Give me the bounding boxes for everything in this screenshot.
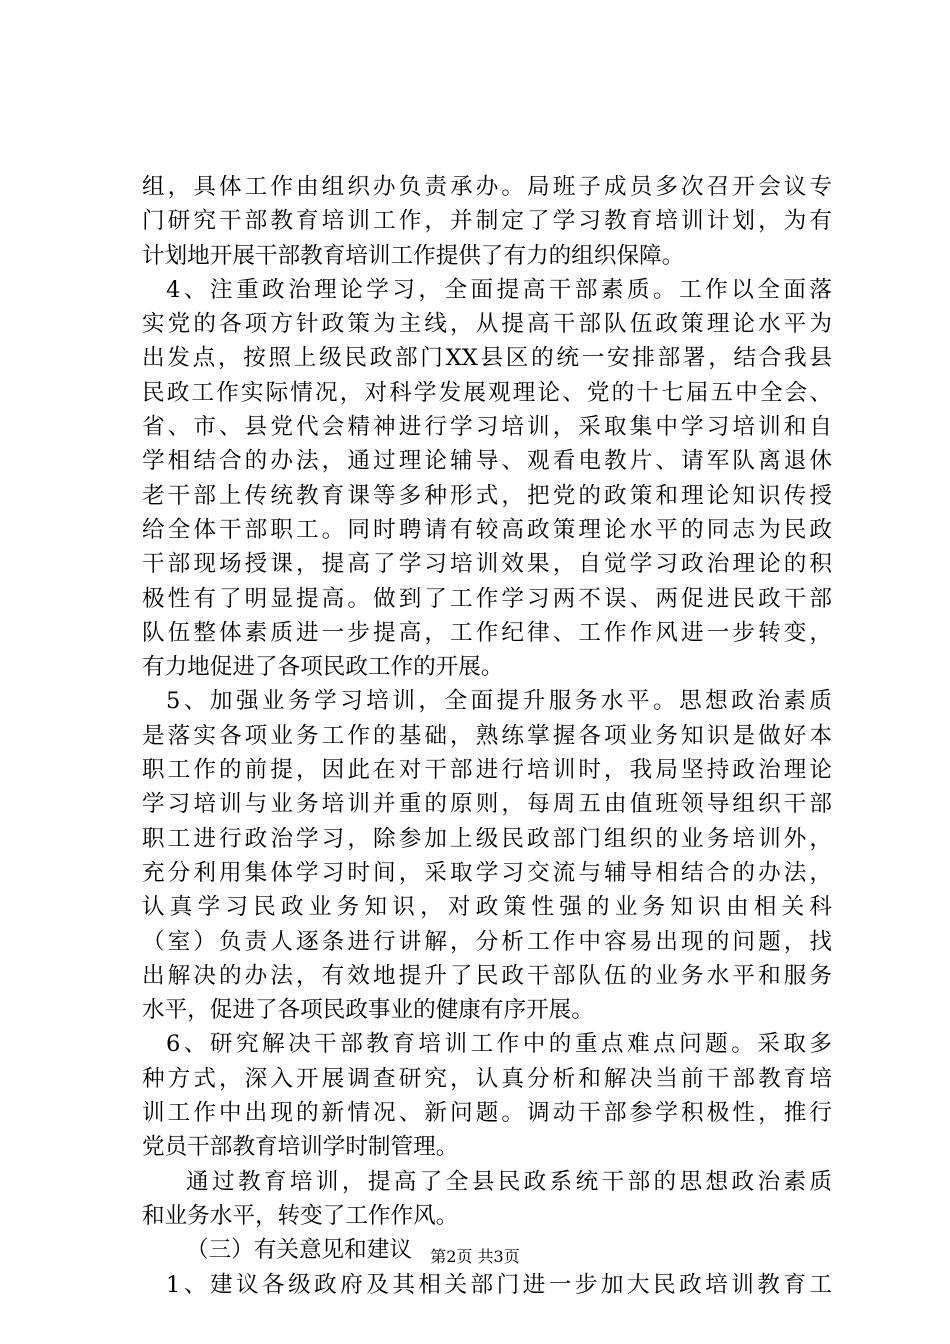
text-line: 学习培训与业务培训并重的原则，每周五由值班领导组织干部: [142, 791, 832, 818]
text-line: 种方式，深入开展调查研究，认真分析和解决当前干部教育培: [142, 1065, 832, 1092]
text-line: 极性有了明显提高。做到了工作学习两不误、两促进民政干部: [142, 585, 832, 612]
text-line: 民政工作实际情况，对科学发展观理论、党的十七届五中全会、: [142, 379, 832, 406]
text-line: 出发点，按照上级民政部门XX县区的统一安排部署，结合我县: [142, 345, 832, 372]
text-line: 充分利用集体学习时间，采取学习交流与辅导相结合的办法，: [142, 859, 832, 886]
text-line: 6、研究解决干部教育培训工作中的重点难点问题。采取多: [166, 1031, 832, 1058]
text-line: 计划地开展干部教育培训工作提供了有力的组织保障。: [142, 242, 685, 269]
text-line: 职工进行政治学习，除参加上级民政部门组织的业务培训外，: [142, 825, 832, 852]
text-line: 5、加强业务学习培训，全面提升服务水平。思想政治素质: [166, 688, 832, 715]
text-line: 门研究干部教育培训工作，并制定了学习教育培训计划，为有: [142, 208, 832, 235]
text-line: 老干部上传统教育课等多种形式，把党的政策和理论知识传授: [142, 482, 832, 509]
text-line: 党员干部教育培训学时制管理。: [142, 1134, 459, 1161]
text-line: 出解决的办法，有效地提升了民政干部队伍的业务水平和服务: [142, 962, 832, 989]
text-line: 和业务水平，转变了工作作风。: [142, 1202, 459, 1229]
text-line: 组，具体工作由组织办负责承办。局班子成员多次召开会议专: [142, 174, 832, 200]
text-line: 1、建议各级政府及其相关部门进一步加大民政培训教育工: [166, 1271, 832, 1298]
text-line: （三）有关意见和建议: [186, 1237, 412, 1264]
text-line: （室）负责人逐条进行讲解，分析工作中容易出现的问题，找: [142, 928, 832, 955]
text-line: 队伍整体素质进一步提高，工作纪律、工作作风进一步转变，: [142, 619, 832, 646]
text-line: 4、注重政治理论学习，全面提高干部素质。工作以全面落: [166, 276, 832, 303]
text-line: 有力地促进了各项民政工作的开展。: [142, 654, 504, 681]
text-line: 学相结合的办法，通过理论辅导、观看电教片、请军队离退休: [142, 448, 832, 475]
document-body: [142, 170, 832, 1302]
text-line: 职工作的前提，因此在对干部进行培训时，我局坚持政治理论: [142, 757, 832, 784]
text-line: 水平，促进了各项民政事业的健康有序开展。: [142, 997, 594, 1024]
text-line: 通过教育培训，提高了全县民政系统干部的思想政治素质: [186, 1168, 832, 1195]
page-footer: 第2页 共3页: [430, 1247, 520, 1266]
text-line: 干部现场授课，提高了学习培训效果，自觉学习政治理论的积: [142, 551, 832, 578]
text-line: 是落实各项业务工作的基础，熟练掌握各项业务知识是做好本: [142, 722, 832, 749]
text-line: 认真学习民政业务知识，对政策性强的业务知识由相关科: [142, 894, 832, 921]
text-line: 训工作中出现的新情况、新问题。调动干部参学积极性，推行: [142, 1100, 832, 1127]
text-line: 省、市、县党代会精神进行学习培训，采取集中学习培训和自: [142, 414, 832, 441]
text-line: 给全体干部职工。同时聘请有较高政策理论水平的同志为民政: [142, 516, 832, 543]
text-line: 实党的各项方针政策为主线，从提高干部队伍政策理论水平为: [142, 311, 832, 338]
